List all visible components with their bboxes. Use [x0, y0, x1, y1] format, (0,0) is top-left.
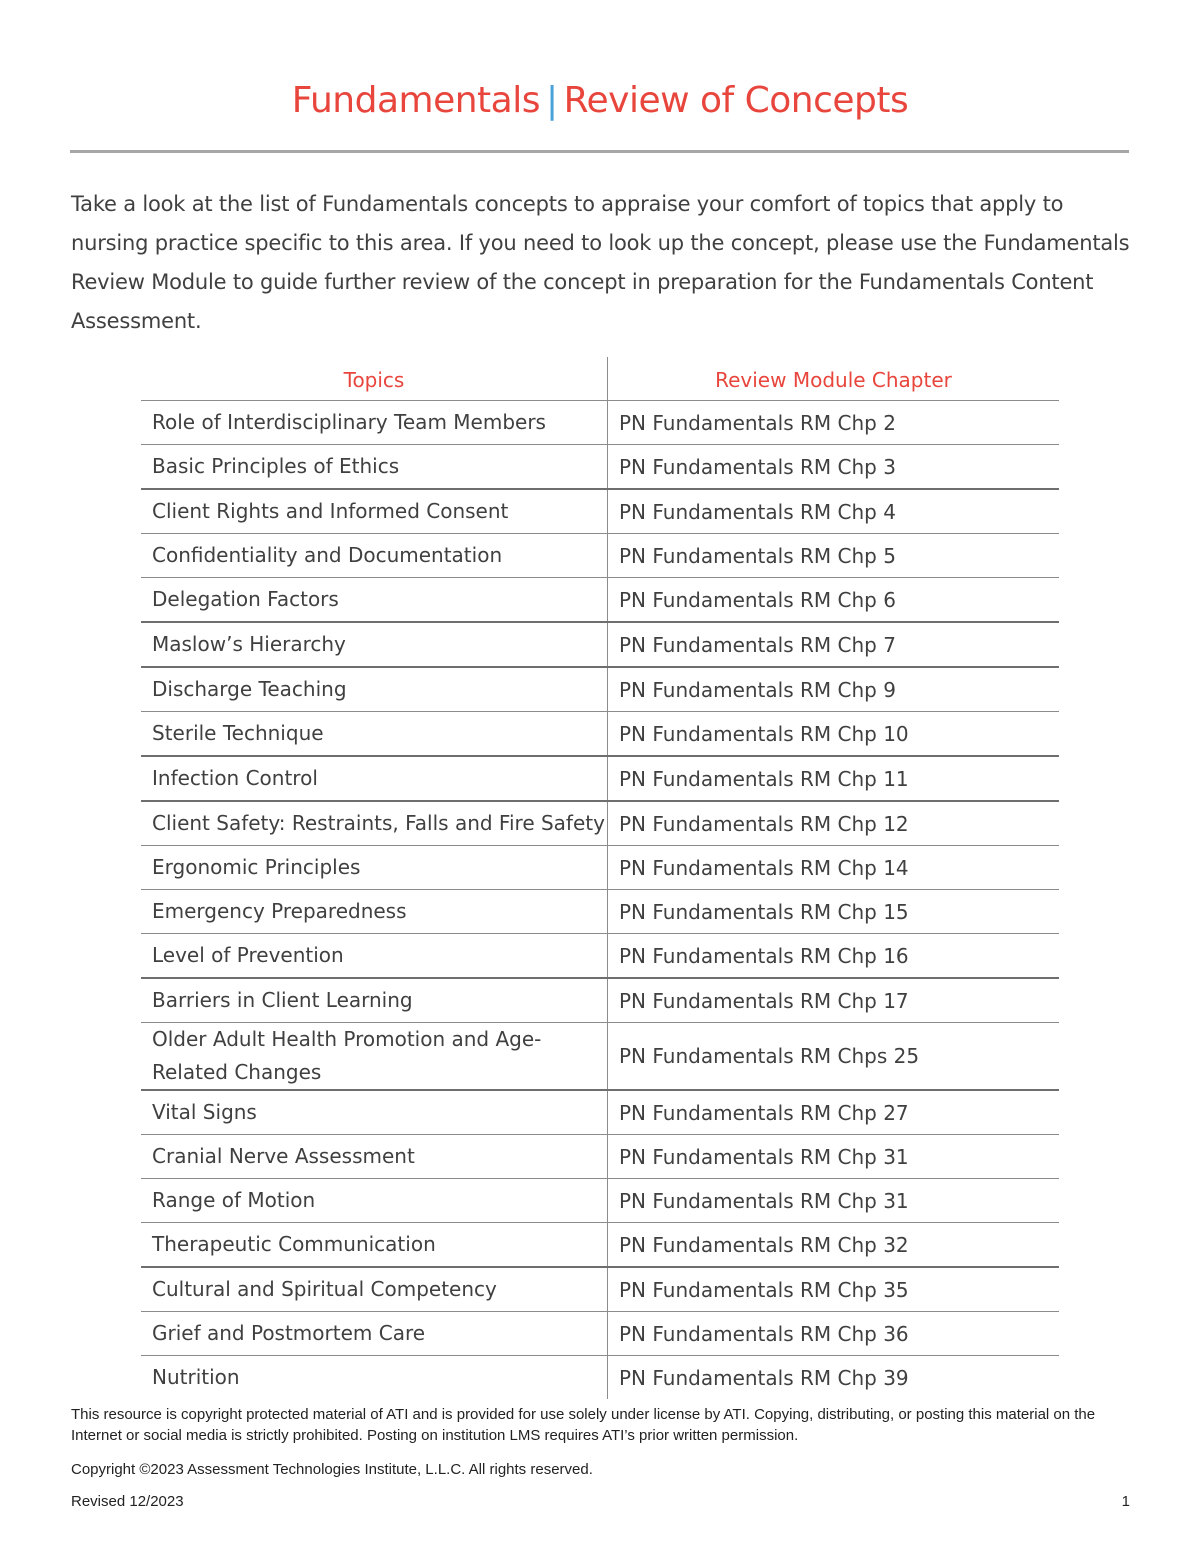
table-row [141, 1312, 1059, 1356]
topic-cell: Nutrition [141, 1356, 608, 1399]
topic-cell: Sterile Technique [141, 712, 608, 755]
chapter-cell: PN Fundamentals RM Chp 14 [619, 855, 909, 880]
chapter-cell: PN Fundamentals RM Chp 12 [619, 811, 909, 836]
topic-cell: Client Rights and Informed Consent [141, 490, 608, 533]
header-review-module-chapter: Review Module Chapter [715, 367, 952, 392]
topic-cell: Therapeutic Communication [141, 1223, 608, 1266]
topic-cell: Cranial Nerve Assessment [141, 1135, 608, 1178]
table-row [141, 1023, 1059, 1091]
page-number: 1 [1121, 1493, 1130, 1510]
title-left: Fundamentals [291, 80, 540, 121]
table-row [141, 1091, 1059, 1135]
table-row [141, 445, 1059, 490]
table-row [141, 401, 1059, 445]
chapter-cell: PN Fundamentals RM Chp 31 [619, 1144, 909, 1169]
chapter-cell: PN Fundamentals RM Chp 9 [619, 677, 896, 702]
topics-table [141, 357, 1059, 1399]
table-row [141, 1179, 1059, 1223]
table-row [141, 1268, 1059, 1312]
topic-cell: Confidentiality and Documentation [141, 534, 608, 577]
chapter-cell: PN Fundamentals RM Chp 10 [619, 721, 909, 746]
table-row [141, 623, 1059, 668]
header-topics: Topics [141, 357, 608, 400]
chapter-cell: PN Fundamentals RM Chp 16 [619, 943, 909, 968]
table-row [141, 578, 1059, 623]
topic-cell: Delegation Factors [141, 578, 608, 621]
table-header-row [141, 357, 1059, 401]
title-separator: | [545, 80, 558, 121]
chapter-cell: PN Fundamentals RM Chp 2 [619, 410, 896, 435]
revised-date: Revised 12/2023 [71, 1493, 184, 1510]
topic-cell: Client Safety: Restraints, Falls and Fire Safety [141, 802, 608, 845]
topic-cell: Level of Prevention [141, 934, 608, 977]
topic-cell: Range of Motion [141, 1179, 608, 1222]
topic-cell: Barriers in Client Learning [141, 979, 608, 1022]
table-row [141, 757, 1059, 802]
table-row [141, 534, 1059, 578]
topic-cell: Vital Signs [141, 1091, 608, 1134]
table-row [141, 1223, 1059, 1268]
topic-cell: Emergency Preparedness [141, 890, 608, 933]
chapter-cell: PN Fundamentals RM Chp 3 [619, 454, 896, 479]
table-row [141, 890, 1059, 934]
copyright-notice: This resource is copyright protected material of ATI and is provided for use solely under license by ATI. Copying, distributing, or posting this material on the Internet or social media is strictly prohibited. Posting on institution LMS requires ATI’s prior written permission. [71, 1406, 1096, 1444]
chapter-cell: PN Fundamentals RM Chp 6 [619, 587, 896, 612]
copyright-line: Copyright ©2023 Assessment Technologies Institute, L.L.C. All rights reserved. [71, 1461, 593, 1478]
chapter-cell: PN Fundamentals RM Chp 35 [619, 1277, 909, 1302]
chapter-cell: PN Fundamentals RM Chp 4 [619, 499, 896, 524]
chapter-cell: PN Fundamentals RM Chp 7 [619, 632, 896, 657]
topic-cell: Role of Interdisciplinary Team Members [141, 401, 608, 444]
topic-cell: Maslow’s Hierarchy [141, 623, 608, 666]
table-row [141, 490, 1059, 534]
topic-cell: Ergonomic Principles [141, 846, 608, 889]
table-row [141, 668, 1059, 712]
intro-paragraph: Take a look at the list of Fundamentals concepts to appraise your comfort of topics that apply to nursing practice specific to this area. If you need to look up the concept, please use the Fundamentals Review Module to guide further review of the concept in preparation for the Fundamentals Content Assessment. [71, 192, 1130, 333]
table-row [141, 1356, 1059, 1399]
title-divider [70, 150, 1129, 153]
chapter-cell: PN Fundamentals RM Chp 31 [619, 1188, 909, 1213]
page-title [0, 76, 1200, 126]
table-row [141, 712, 1059, 757]
chapter-cell: PN Fundamentals RM Chp 11 [619, 766, 909, 791]
chapter-cell: PN Fundamentals RM Chps 25 [619, 1044, 920, 1068]
table-row [141, 979, 1059, 1023]
topic-cell: Grief and Postmortem Care [141, 1312, 608, 1355]
table-row [141, 934, 1059, 979]
chapter-cell: PN Fundamentals RM Chp 32 [619, 1232, 909, 1257]
chapter-cell: PN Fundamentals RM Chp 36 [619, 1321, 909, 1346]
chapter-cell: PN Fundamentals RM Chp 5 [619, 543, 896, 568]
topic-cell: Cultural and Spiritual Competency [141, 1268, 608, 1311]
topic-cell: Infection Control [141, 757, 608, 800]
chapter-cell: PN Fundamentals RM Chp 27 [619, 1100, 909, 1125]
topic-cell: Older Adult Health Promotion and Age-Related Changes [141, 1023, 608, 1089]
chapter-cell: PN Fundamentals RM Chp 17 [619, 988, 909, 1013]
topic-cell: Discharge Teaching [141, 668, 608, 711]
chapter-cell: PN Fundamentals RM Chp 15 [619, 899, 909, 924]
table-row [141, 846, 1059, 890]
topic-cell: Basic Principles of Ethics [141, 445, 608, 488]
table-row [141, 1135, 1059, 1179]
title-right: Review of Concepts [563, 80, 909, 121]
chapter-cell: PN Fundamentals RM Chp 39 [619, 1365, 909, 1390]
table-row [141, 802, 1059, 846]
